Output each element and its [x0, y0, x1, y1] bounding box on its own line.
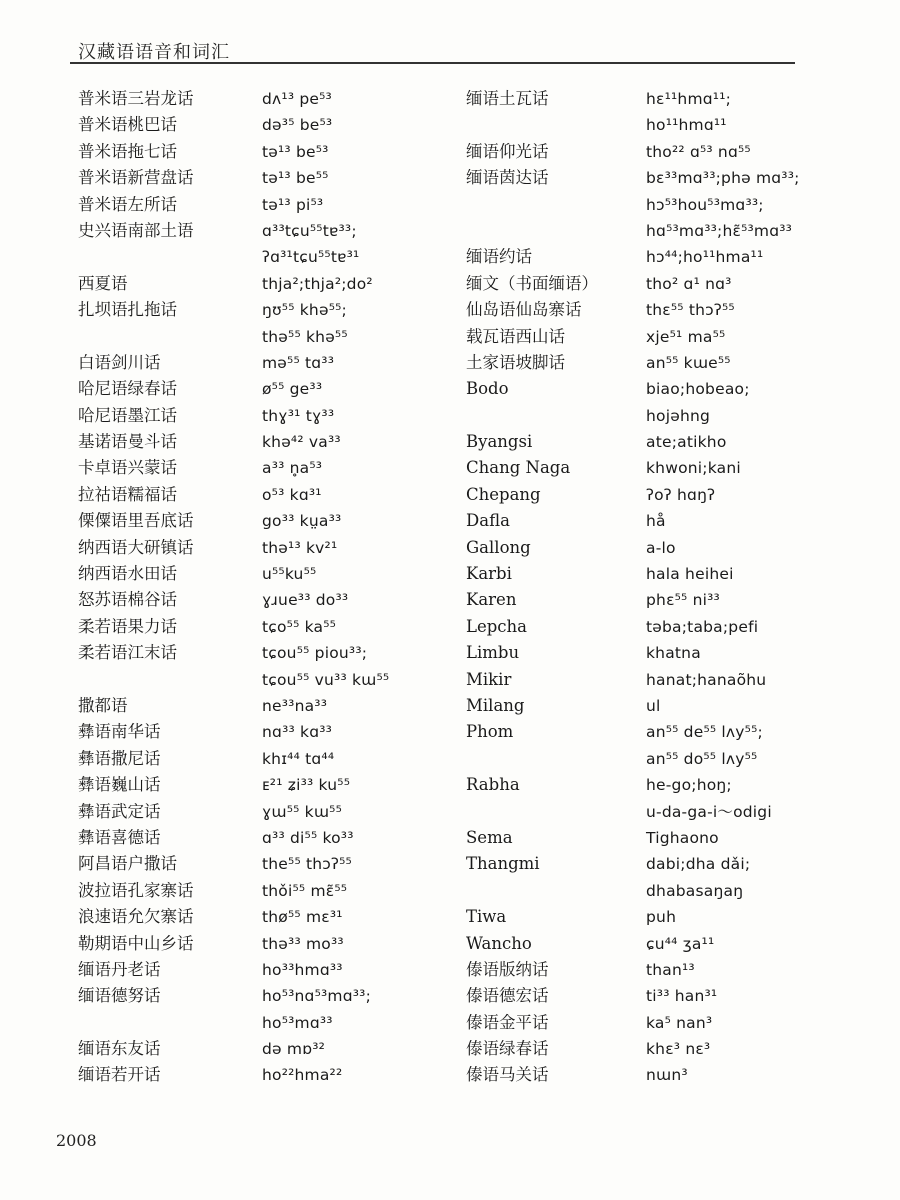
entry-row: [56, 86, 436, 112]
language-name: Milang: [466, 695, 525, 715]
language-name: Rabha: [466, 775, 520, 795]
entry-row: [56, 192, 436, 218]
word-form: u-da-ga-i～odigi: [646, 802, 772, 821]
entry-row: [56, 957, 436, 983]
word-form: than¹³: [646, 960, 695, 979]
word-form: he-go;hoŋ;: [646, 776, 732, 795]
entry-row: [462, 350, 822, 376]
language-name: 白语剑川话: [78, 352, 161, 372]
word-form: an⁵⁵ do⁵⁵ lʌy⁵⁵: [646, 749, 758, 768]
language-name: 彝语喜德话: [78, 827, 161, 847]
running-header: 汉藏语语音和词汇: [78, 42, 230, 63]
entry-row: [462, 667, 822, 693]
language-name: 纳西语水田话: [78, 564, 177, 584]
entry-row: [56, 614, 436, 640]
word-form: tə¹³ be⁵³: [262, 142, 329, 161]
word-form: ø⁵⁵ ge³³: [262, 380, 323, 399]
language-name: 扎坝语扎拖话: [78, 300, 177, 320]
language-name: Byangsi: [466, 432, 533, 452]
language-name: 缅语丹老话: [78, 959, 161, 979]
language-name: 彝语南华话: [78, 722, 161, 742]
entry-row: [56, 640, 436, 666]
entry-row: [462, 825, 822, 851]
language-name: 傈僳语里吾底话: [78, 511, 194, 531]
language-name: Lepcha: [466, 616, 527, 636]
entry-row: [462, 693, 822, 719]
language-name: 普米语三岩龙话: [78, 89, 194, 108]
language-name: 普米语桃巴话: [78, 115, 177, 135]
word-form: mə⁵⁵ tɑ³³: [262, 353, 335, 372]
entry-row: [462, 799, 822, 825]
language-name: 缅语德努话: [78, 986, 161, 1006]
language-name: Gallong: [466, 537, 531, 557]
word-form: ɕu⁴⁴ ʒa¹¹: [646, 934, 715, 953]
word-form: ti³³ han³¹: [646, 987, 718, 1006]
language-name: 撒都语: [78, 695, 128, 715]
word-form: ᴇ²¹ ʑi³³ ku⁵⁵: [262, 776, 351, 795]
word-form: a-lo: [646, 538, 676, 557]
entry-row: [56, 139, 436, 165]
word-form: puh: [646, 908, 677, 927]
word-form: khə⁴² va³³: [262, 433, 341, 452]
entry-row: [56, 376, 436, 402]
language-name: 缅文（书面缅语）: [466, 273, 598, 293]
entry-row: [462, 614, 822, 640]
entry-row: [56, 561, 436, 587]
language-name: 缅语东友话: [78, 1039, 161, 1059]
language-name: Sema: [466, 827, 513, 847]
entry-row: [56, 1036, 436, 1062]
entry-row: [56, 746, 436, 772]
word-form: ho²²hma²²: [262, 1066, 343, 1085]
entry-row: [462, 112, 822, 138]
word-form: tə¹³ pi⁵³: [262, 195, 324, 214]
entry-row: [56, 271, 436, 297]
header-rule: [70, 62, 795, 64]
word-form: khɪ⁴⁴ tɑ⁴⁴: [262, 749, 335, 768]
entry-row: [462, 851, 822, 877]
language-name: 怒苏语棉谷话: [78, 590, 177, 610]
entry-row: [56, 455, 436, 481]
word-form: də³⁵ be⁵³: [262, 116, 333, 135]
word-form: ho⁵³nɑ⁵³mɑ³³;: [262, 987, 372, 1006]
entry-row: [462, 271, 822, 297]
entry-row: [462, 878, 822, 904]
language-name: 土家语坡脚话: [466, 352, 565, 372]
word-form: hanat;hanaõhu: [646, 670, 767, 689]
left-column: [56, 86, 436, 1089]
entry-row: [56, 1010, 436, 1036]
word-form: go³³ kṳa³³: [262, 512, 342, 531]
entry-row: [56, 112, 436, 138]
entry-row: [462, 297, 822, 323]
language-name: Tiwa: [466, 907, 507, 927]
entry-row: [56, 535, 436, 561]
word-form: hɔ⁵³hou⁵³mɑ³³;: [646, 195, 764, 214]
word-form: ul: [646, 696, 661, 715]
entry-row: [56, 799, 436, 825]
word-form: hojəhng: [646, 406, 711, 425]
word-form: thɛ⁵⁵ thɔʔ⁵⁵: [646, 301, 735, 320]
word-form: ka⁵ nan³: [646, 1013, 713, 1032]
word-form: dabi;dha dǎi;: [646, 855, 751, 874]
word-form: khɛ³ nɛ³: [646, 1040, 711, 1059]
language-name: 拉祜语糯福话: [78, 484, 177, 504]
word-form: dʌ¹³ pe⁵³: [262, 90, 332, 108]
entry-row: [462, 957, 822, 983]
word-form: hɔ⁴⁴;ho¹¹hma¹¹: [646, 248, 764, 267]
language-name: 傣语德宏话: [466, 986, 549, 1006]
entry-row: [462, 244, 822, 270]
entry-row: [462, 218, 822, 244]
word-form: nɑ³³ kɑ³³: [262, 723, 333, 742]
language-name: 西夏语: [78, 273, 128, 293]
language-name: 普米语新营盘话: [78, 168, 194, 188]
word-form: hɛ¹¹hmɑ¹¹;: [646, 90, 732, 108]
language-name: 彝语武定话: [78, 801, 161, 821]
word-form: ɑ³³ di⁵⁵ ko³³: [262, 828, 354, 847]
word-form: tɕou⁵⁵ piou³³;: [262, 644, 368, 663]
word-form: nɯn³: [646, 1066, 688, 1085]
language-name: Mikir: [466, 669, 512, 689]
entry-row: [56, 482, 436, 508]
entry-row: [56, 350, 436, 376]
entry-row: [56, 667, 436, 693]
entry-row: [462, 1036, 822, 1062]
entry-row: [56, 429, 436, 455]
entry-row: [56, 165, 436, 191]
entry-row: [462, 403, 822, 429]
language-name: Phom: [466, 722, 514, 742]
word-form: hala heihei: [646, 565, 734, 584]
entry-row: [462, 772, 822, 798]
language-name: 阿昌语户撒话: [78, 854, 177, 874]
word-form: thɣ³¹ tɣ³³: [262, 406, 335, 425]
entry-row: [462, 508, 822, 534]
entry-row: [56, 693, 436, 719]
language-name: 彝语撒尼话: [78, 748, 161, 768]
language-name: 缅语约话: [466, 247, 532, 267]
word-form: o⁵³ kɑ³¹: [262, 485, 322, 504]
entry-row: [56, 218, 436, 244]
entry-row: [462, 192, 822, 218]
language-name: Chepang: [466, 484, 541, 504]
word-form: təba;taba;pefi: [646, 617, 759, 636]
language-name: 仙岛语仙岛寨话: [466, 300, 582, 320]
entry-row: [462, 324, 822, 350]
entry-row: [56, 297, 436, 323]
language-name: 哈尼语墨江话: [78, 405, 177, 425]
language-name: Bodo: [466, 379, 509, 399]
entry-row: [462, 746, 822, 772]
language-name: Limbu: [466, 643, 520, 663]
word-form: a³³ n̥a⁵³: [262, 459, 323, 478]
entry-row: [56, 244, 436, 270]
language-name: 载瓦语西山话: [466, 326, 565, 346]
entry-row: [462, 165, 822, 191]
entry-row: [462, 139, 822, 165]
page-number: 2008: [56, 1131, 97, 1150]
word-form: xje⁵¹ ma⁵⁵: [646, 327, 726, 346]
word-form: thø⁵⁵ mɛ³¹: [262, 908, 343, 927]
word-form: ɑ³³tɕu⁵⁵tɐ³³;: [262, 221, 357, 240]
language-name: 勒期语中山乡话: [78, 933, 194, 953]
word-form: ŋʊ⁵⁵ khə⁵⁵;: [262, 301, 347, 320]
word-form: thə³³ mo³³: [262, 934, 344, 953]
entry-row: [462, 429, 822, 455]
language-name: Chang Naga: [466, 458, 571, 478]
word-form: ɣɹue³³ do³³: [262, 591, 349, 610]
language-name: 彝语巍山话: [78, 775, 161, 795]
entry-row: [56, 931, 436, 957]
language-name: 缅语若开话: [78, 1065, 161, 1085]
word-form: khwoni;kani: [646, 459, 741, 478]
word-form: tɕou⁵⁵ vu³³ kɯ⁵⁵: [262, 670, 390, 689]
entry-row: [56, 878, 436, 904]
entry-row: [462, 719, 822, 745]
language-name: 傣语绿春话: [466, 1039, 549, 1059]
entry-row: [56, 772, 436, 798]
entry-row: [462, 983, 822, 1009]
language-name: Karen: [466, 590, 517, 610]
entry-row: [462, 931, 822, 957]
entry-row: [56, 904, 436, 930]
entry-row: [56, 719, 436, 745]
word-form: ne³³na³³: [262, 696, 328, 715]
entry-row: [56, 587, 436, 613]
word-form: hå: [646, 512, 666, 531]
word-form: khatna: [646, 644, 701, 663]
word-form: thə⁵⁵ khə⁵⁵: [262, 327, 348, 346]
language-name: 缅语土瓦话: [466, 89, 549, 108]
entry-row: [462, 904, 822, 930]
language-name: 柔若语果力话: [78, 616, 177, 636]
language-name: 纳西语大研镇话: [78, 537, 194, 557]
word-form: thə¹³ kv²¹: [262, 538, 338, 557]
word-form: ʔoʔ hɑŋʔ: [646, 485, 716, 504]
language-name: 缅语茵达话: [466, 168, 549, 188]
language-name: 傣语马关话: [466, 1065, 549, 1085]
language-name: 浪速语允欠寨话: [78, 907, 194, 927]
entry-row: [56, 403, 436, 429]
entry-row: [462, 455, 822, 481]
entry-row: [462, 535, 822, 561]
language-name: 柔若语江末话: [78, 643, 177, 663]
language-name: Thangmi: [466, 854, 540, 874]
word-form: ho¹¹hmɑ¹¹: [646, 116, 727, 135]
word-form: bɛ³³mɑ³³;phə mɑ³³;: [646, 169, 800, 188]
entry-row: [462, 587, 822, 613]
word-form: ate;atikho: [646, 433, 727, 452]
entry-row: [56, 1062, 436, 1088]
word-form: hɑ⁵³mɑ³³;hɛ̃⁵³mɑ³³: [646, 221, 793, 240]
word-form: tɕo⁵⁵ ka⁵⁵: [262, 617, 337, 636]
language-name: Wancho: [466, 933, 532, 953]
language-name: 普米语左所话: [78, 194, 177, 214]
entry-row: [462, 561, 822, 587]
word-form: tho²² ɑ⁵³ nɑ⁵⁵: [646, 142, 751, 161]
language-name: Karbi: [466, 564, 512, 584]
entry-row: [462, 86, 822, 112]
entry-row: [56, 851, 436, 877]
language-name: 傣语金平话: [466, 1012, 549, 1032]
word-form: tho² ɑ¹ nɑ³: [646, 274, 732, 293]
word-form: dhabasaŋaŋ: [646, 881, 744, 900]
word-form: ho³³hmɑ³³: [262, 960, 343, 979]
word-form: phɛ⁵⁵ ni³³: [646, 591, 720, 610]
word-form: biao;hobeao;: [646, 380, 750, 399]
entry-row: [56, 508, 436, 534]
entry-row: [56, 825, 436, 851]
language-name: 卡卓语兴蒙话: [78, 458, 177, 478]
entry-row: [462, 640, 822, 666]
language-name: 波拉语孔家寨话: [78, 880, 194, 900]
entry-row: [462, 1062, 822, 1088]
entry-row: [462, 376, 822, 402]
language-name: 史兴语南部土语: [78, 220, 194, 240]
word-form: ho⁵³mɑ³³: [262, 1013, 333, 1032]
entry-row: [56, 324, 436, 350]
word-form: u⁵⁵ku⁵⁵: [262, 565, 317, 584]
entry-row: [462, 482, 822, 508]
language-name: 傣语版纳话: [466, 959, 549, 979]
word-form: Tighaono: [646, 828, 719, 847]
word-form: the⁵⁵ thɔʔ⁵⁵: [262, 855, 352, 874]
word-form: ʔɑ³¹tɕu⁵⁵tɐ³¹: [262, 248, 360, 267]
language-name: 缅语仰光话: [466, 141, 549, 161]
word-form: an⁵⁵ kɯe⁵⁵: [646, 353, 731, 372]
language-name: Dafla: [466, 511, 510, 531]
entry-row: [462, 1010, 822, 1036]
language-name: 基诺语曼斗话: [78, 432, 177, 452]
word-form: də mɒ³²: [262, 1040, 326, 1059]
word-form: thja²;thja²;do²: [262, 274, 373, 293]
entry-row: [56, 983, 436, 1009]
right-column: [462, 86, 822, 1089]
language-name: 普米语拖七话: [78, 141, 177, 161]
word-form: an⁵⁵ de⁵⁵ lʌy⁵⁵;: [646, 723, 763, 742]
word-form: thǒi⁵⁵ mɛ̃⁵⁵: [262, 881, 348, 900]
word-form: tə¹³ be⁵⁵: [262, 169, 329, 188]
language-name: 哈尼语绿春话: [78, 379, 177, 399]
word-form: ɣɯ⁵⁵ kɯ⁵⁵: [262, 802, 342, 821]
